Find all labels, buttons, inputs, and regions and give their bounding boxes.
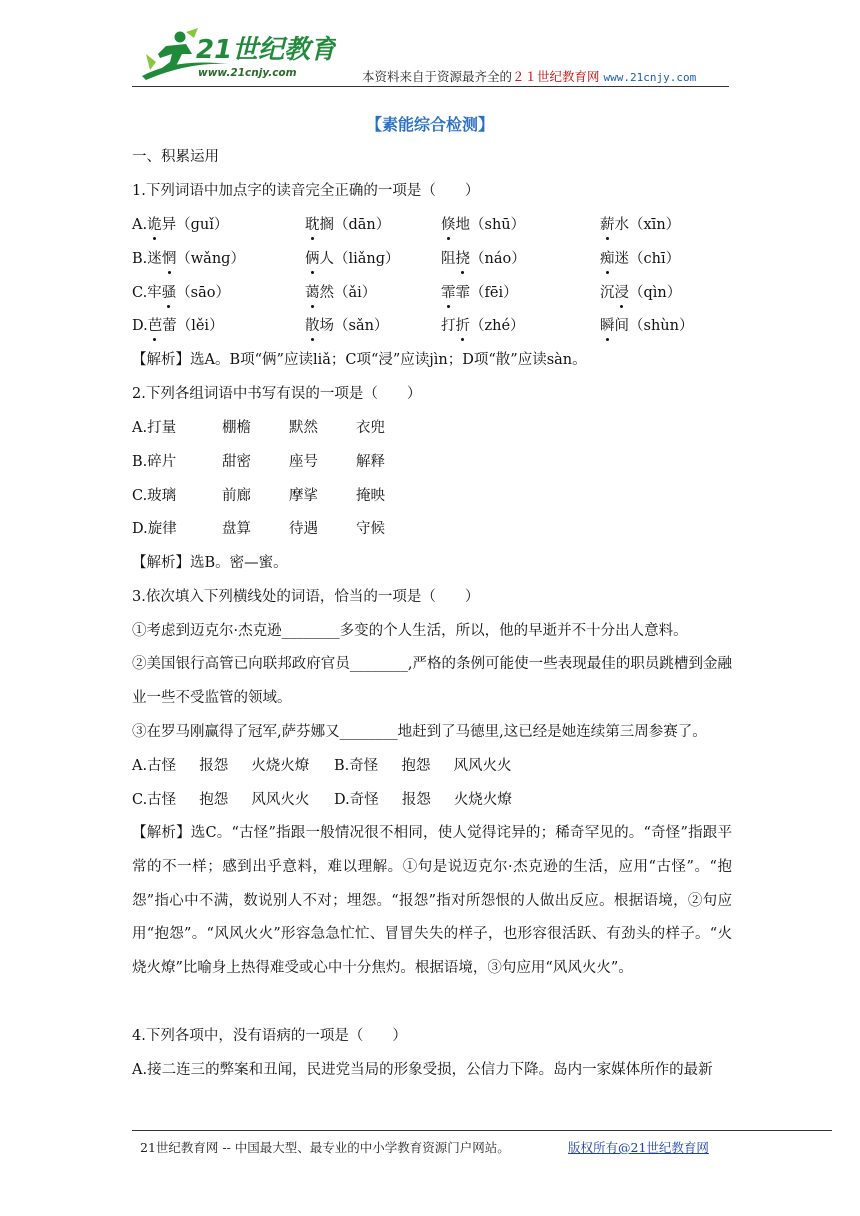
q3-sentence-1: ①考虑到迈克尔·杰克逊________多变的个人生活，所以，他的早逝并不十分出人意料。: [132, 623, 688, 639]
word-prefix: C.牢: [132, 285, 162, 301]
word-suffix: （náo）: [470, 251, 526, 267]
footer-description: 21世纪教育网 -- 中国最大型、最专业的中小学教育资源门户网站。: [140, 1140, 510, 1155]
q4-stem: 4.下列各项中，没有语病的一项是（ ）: [132, 1028, 407, 1044]
word-suffix: 然（ǎi）: [319, 285, 377, 301]
dotted-character: 倏: [441, 217, 456, 233]
header-note: [362, 67, 696, 85]
q4-option-a: A.接二连三的弊案和丑闻，民进党当局的形象受损，公信力下降。岛内一家媒体所作的最新: [132, 1062, 713, 1078]
word-suffix: 搁（dān）: [319, 217, 391, 233]
word-suffix: （zhé）: [470, 318, 525, 334]
site-logo: [136, 24, 336, 84]
q1-option-word: [600, 249, 680, 269]
word-suffix: （qìn）: [629, 285, 682, 301]
word-suffix: 地（shū）: [455, 217, 526, 233]
q2-option-word: A.打量: [132, 420, 177, 436]
section-heading: 一、积累运用: [132, 149, 219, 165]
word-suffix: （sāo）: [176, 285, 231, 301]
dotted-character: 芭: [147, 318, 163, 334]
word-prefix: 阻: [441, 251, 456, 267]
dotted-character: 浸: [614, 285, 629, 301]
header-note-site: ２１世纪教育网: [512, 69, 600, 84]
q1-analysis: 【解析】选A。B项“俩”应读liǎ；C项“浸”应读jìn；D项“散”应读sàn。: [132, 352, 587, 368]
q2-option-word: 摩挲: [289, 488, 318, 504]
q1-option-word: [600, 215, 680, 235]
q1-option-word: [132, 283, 230, 303]
dotted-character: 霏: [441, 285, 456, 301]
q1-option-word: [305, 249, 400, 269]
q1-option-word: [441, 249, 526, 269]
q3-option: B.奇怪 抱怨 风风火火: [334, 758, 512, 774]
dotted-character: 骚: [161, 285, 177, 301]
q1-option-word: [600, 283, 681, 303]
header-note-prefix: 本资料来自于资源最齐全的: [362, 69, 513, 84]
dotted-character: 散: [305, 318, 320, 334]
q1-option-word: [441, 316, 525, 336]
header-divider: [132, 86, 729, 87]
dotted-character: 诡: [147, 217, 162, 233]
word-suffix: 水（xīn）: [614, 217, 681, 233]
q2-option-word: 掩映: [356, 488, 385, 504]
logo-title: 21世纪教育: [196, 35, 336, 65]
word-suffix: 迷（chī）: [614, 251, 681, 267]
q3-option: D.奇怪 报怨 火烧火燎: [334, 792, 512, 808]
dotted-character: 俩: [305, 251, 320, 267]
q1-option-word: [132, 316, 224, 336]
footer-copyright-link[interactable]: 版权所有@21世纪教育网: [568, 1140, 709, 1155]
q1-option-word: [305, 215, 390, 235]
q2-option-word: 盘算: [222, 521, 251, 537]
q3-sentence-3: ③在罗马刚赢得了冠军,萨芬娜又________地赶到了马德里,这已经是她连续第三周参赛了。: [132, 724, 707, 740]
dotted-character: 痴: [600, 251, 615, 267]
dotted-character: 惘: [161, 251, 177, 267]
q2-option-word: C.玻璃: [132, 488, 177, 504]
word-suffix: 间（shùn）: [614, 318, 694, 334]
q1-option-word: [441, 215, 525, 235]
q3-analysis: 【解析】选C。“古怪”指跟一般情况很不相同，使人觉得诧异的；稀奇罕见的。“奇怪”指跟平常的不一样；感到出乎意料，难以理解。①句是说迈克尔·杰克逊的生活，应用“古怪”。“抱怨”指心中不满，数说别人不对；埋怨。“报怨”指对所怨恨的人做出反应。根据语境，②句应用“抱怨”。“风风火火”形容急急忙忙、冒冒失失的样子，也形容很活跃、有劲头的样子。“火烧火燎”比喻身上热得难受或心中十分焦灼。根据语境，③句应用“风风火火”。: [132, 825, 732, 977]
word-suffix: 霏（fēi）: [455, 285, 518, 301]
dotted-character: 蔼: [305, 285, 320, 301]
header-note-url[interactable]: www.21cnjy.com: [603, 71, 697, 84]
q1-option-word: [600, 316, 693, 336]
word-prefix: B.迷: [132, 251, 162, 267]
word-suffix: 场（sǎn）: [319, 318, 389, 334]
q2-option-word: 默然: [289, 420, 318, 436]
word-prefix: 打: [441, 318, 456, 334]
q2-option-word: 棚檐: [222, 420, 251, 436]
q2-option-word: D.旋律: [132, 521, 177, 537]
q3-stem: 3.依次填入下列横线处的词语，恰当的一项是（ ）: [132, 589, 480, 605]
q3-option: C.古怪 抱怨 风风火火: [132, 792, 310, 808]
dotted-character: 挠: [455, 251, 470, 267]
q1-option-word: [132, 215, 228, 235]
q2-option-word: 座号: [289, 454, 318, 470]
q1-stem: 1.下列词语中加点字的读音完全正确的一项是（ ）: [132, 183, 480, 199]
q1-option-word: [441, 283, 518, 303]
q3-sentence-2: ②美国银行高管已向联邦政府官员________,严格的条例可能使一些表现最佳的职员跳槽到金融业一些不受监管的领域。: [132, 656, 732, 706]
q2-option-word: 甜密: [222, 454, 251, 470]
q1-option-word: [305, 283, 376, 303]
q2-stem: 2.下列各组词语中书写有误的一项是（ ）: [132, 386, 422, 402]
word-prefix: 沉: [600, 285, 615, 301]
q2-analysis: 【解析】选B。密—蜜。: [132, 555, 288, 571]
q2-option-word: 前廊: [222, 488, 251, 504]
word-suffix: （wǎnɡ）: [176, 251, 245, 267]
q2-option-word: B.碎片: [132, 454, 177, 470]
q3-option: A.古怪 报怨 火烧火燎: [132, 758, 310, 774]
dotted-character: 瞬: [600, 318, 615, 334]
word-prefix: A.: [132, 217, 148, 233]
q2-option-word: 守候: [356, 521, 385, 537]
footer-divider: [132, 1130, 832, 1131]
q2-option-word: 待遇: [289, 521, 318, 537]
dotted-character: 薪: [600, 217, 615, 233]
word-suffix: 异（ɡuǐ）: [161, 217, 229, 233]
word-suffix: 蕾（lěi）: [162, 318, 224, 334]
q1-option-word: [132, 249, 245, 269]
word-suffix: 人（liǎnɡ）: [319, 251, 400, 267]
page-title: 【素能综合检测】: [365, 115, 494, 134]
q1-option-word: [305, 316, 388, 336]
q2-option-word: 解释: [356, 454, 385, 470]
logo-url: www.21cnjy.com: [198, 67, 297, 79]
dotted-character: 耽: [305, 217, 320, 233]
word-prefix: D.: [132, 318, 148, 334]
dotted-character: 折: [455, 318, 470, 334]
q2-option-word: 衣兜: [356, 420, 385, 436]
